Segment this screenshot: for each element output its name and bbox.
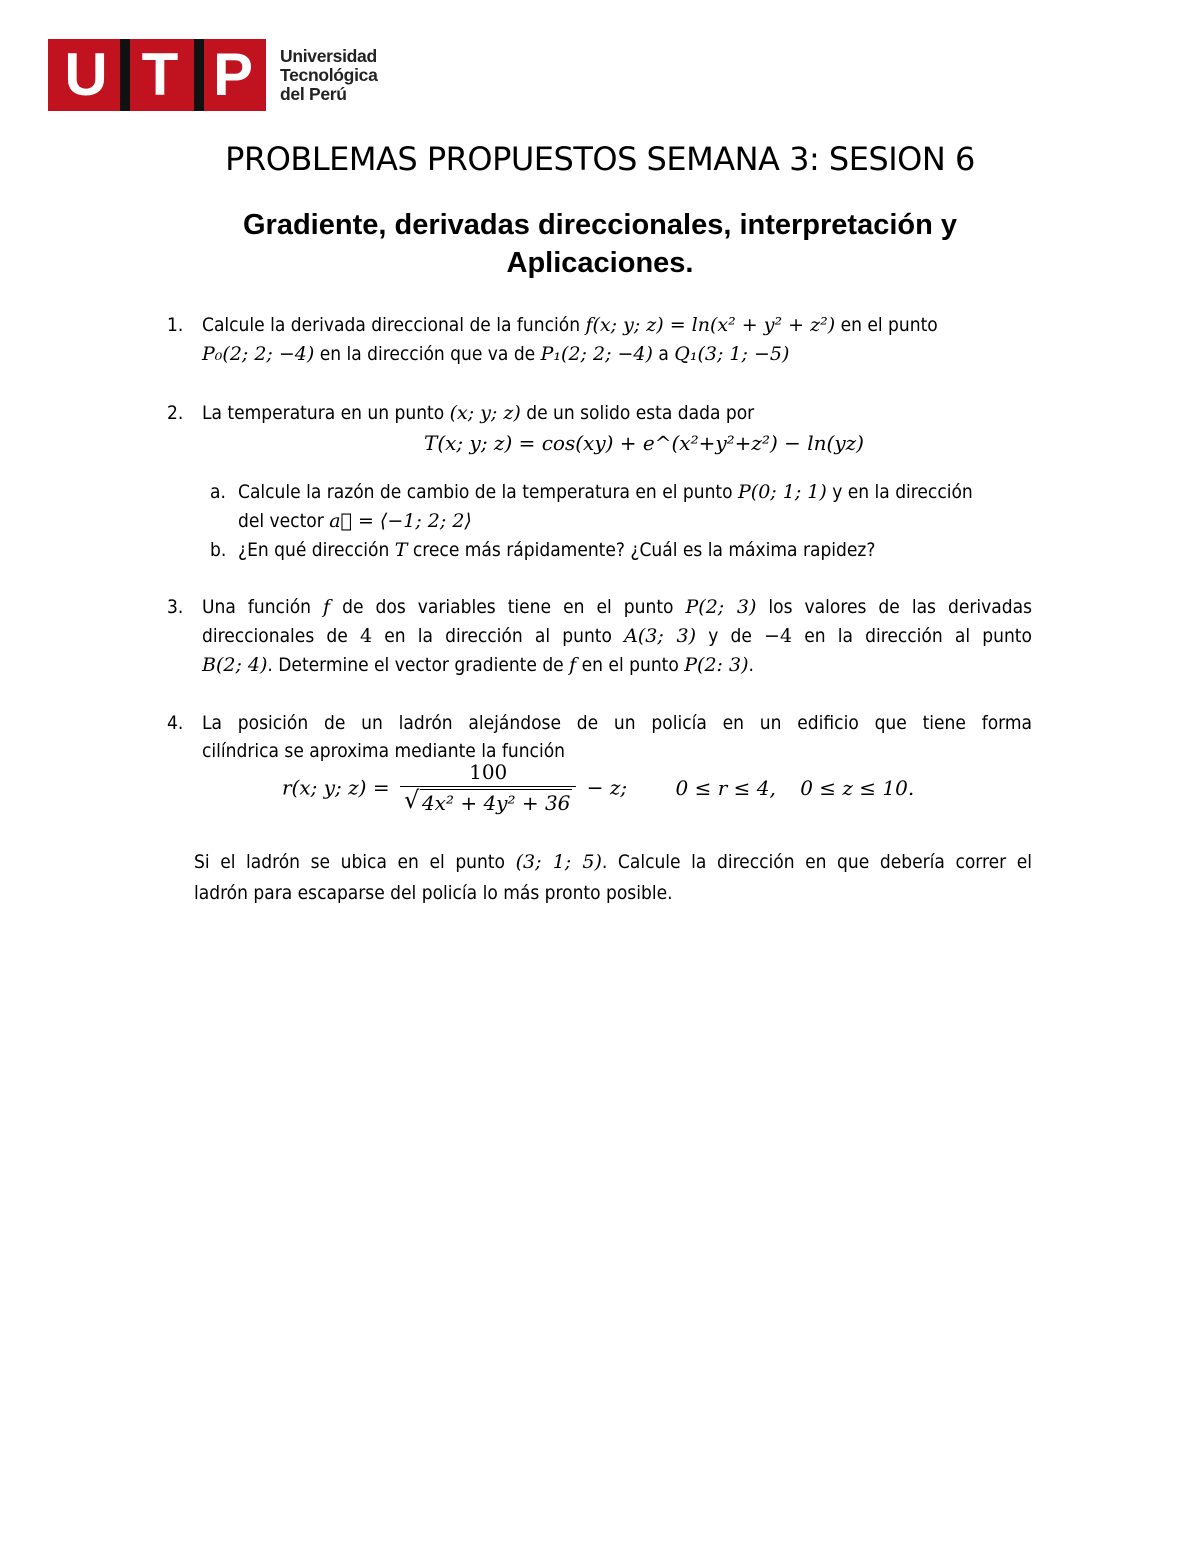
temperature-equation	[424, 431, 864, 455]
problem-3-line-3	[202, 651, 754, 680]
math: 4	[359, 625, 373, 647]
text: Una función	[202, 596, 311, 618]
logo-line: Universidad	[280, 45, 377, 66]
eq-condition: 0 ≤ z ≤ 10.	[800, 775, 915, 800]
math: Q₁(3; 1; −5)	[674, 343, 790, 365]
math: T	[394, 539, 408, 561]
text: y en la dirección	[832, 481, 973, 503]
problem-2a-line-1	[238, 478, 973, 507]
text: Si el ladrón se ubica en el punto	[194, 851, 505, 873]
sqrt-symbol	[404, 789, 572, 815]
math: (x; y; z)	[449, 402, 521, 424]
text: en la dirección al punto	[804, 625, 1032, 647]
text: crece más rápidamente? ¿Cuál es la máxima rapidez?	[412, 539, 876, 561]
math: (3; 1; 5)	[515, 851, 602, 873]
fraction	[400, 760, 576, 815]
text: de un solido esta dada por	[526, 402, 755, 424]
math: A(3; 3)	[624, 625, 697, 647]
logo-letter-t: T	[141, 41, 179, 108]
math: a⃗ = ⟨−1; 2; 2⟩	[329, 510, 472, 532]
eq-lhs: r(x; y; z) =	[282, 775, 390, 800]
problem-number: 1.	[167, 314, 184, 336]
text: en la dirección al punto	[384, 625, 612, 647]
text: en la dirección que va de	[319, 343, 536, 365]
text: .	[748, 654, 754, 676]
text: La temperatura en un punto	[202, 402, 445, 424]
problem-3-line-2	[202, 622, 1032, 651]
text: en el punto	[840, 314, 938, 336]
item-letter: b.	[210, 539, 227, 561]
position-equation	[282, 760, 914, 815]
math: f	[323, 596, 331, 618]
fraction-denominator	[400, 786, 576, 815]
text: los valores de las derivadas	[768, 596, 1032, 618]
math: P₀(2; 2; −4)	[202, 343, 315, 365]
math: −4	[764, 625, 793, 647]
math: P(2: 3)	[684, 654, 749, 676]
subtitle-line: Aplicaciones.	[506, 247, 694, 279]
math: P(0; 1; 1)	[738, 481, 827, 503]
problem-1-line-2	[202, 340, 789, 369]
logo-wordmark	[280, 47, 378, 104]
utp-logo	[48, 39, 378, 111]
logo-line: del Perú	[280, 83, 347, 104]
text: a	[658, 343, 669, 365]
math: T(x; y; z) = cos(xy) + e^(x²+y²+z²) − ln(yz)	[424, 431, 864, 455]
problem-number: 4.	[167, 712, 184, 734]
subtitle-line: Gradiente, derivadas direccionales, interpretación y	[243, 209, 957, 241]
math: f	[569, 654, 577, 676]
problem-1-line-1	[202, 311, 938, 340]
problem-4-line-1: La posición de un ladrón alejándose de un policía en un edificio que tiene forma	[202, 712, 1032, 734]
math: f(x; y; z) = ln(x² + y² + z²)	[585, 314, 836, 336]
text: ¿En qué dirección	[238, 539, 390, 561]
eq-condition: 0 ≤ r ≤ 4,	[675, 775, 776, 800]
logo-mark	[48, 39, 266, 111]
text: del vector	[238, 510, 324, 532]
text: Calcule la derivada direccional de la función	[202, 314, 581, 336]
logo-letter-p: P	[212, 41, 254, 108]
problem-4-para-line-1	[194, 848, 1032, 877]
text: . Determine el vector gradiente de	[267, 654, 564, 676]
radicand: 4x² + 4y² + 36	[421, 791, 571, 815]
math: P(2; 3)	[685, 596, 757, 618]
text: direccionales de	[202, 625, 348, 647]
text: de dos variables tiene en el punto	[342, 596, 674, 618]
text: . Calcule la dirección en que debería correr el	[601, 851, 1032, 873]
text: en el punto	[581, 654, 679, 676]
fraction-numerator: 100	[469, 760, 508, 784]
problem-2a-line-2	[238, 507, 472, 536]
problem-number: 3.	[167, 596, 184, 618]
text: Calcule la razón de cambio de la temperatura en el punto	[238, 481, 733, 503]
problem-number: 2.	[167, 402, 184, 424]
problem-4-para-line-2: ladrón para escaparse del policía lo más pronto posible.	[194, 882, 673, 904]
problem-2b-line	[238, 536, 875, 565]
text: y de	[708, 625, 752, 647]
eq-tail: − z;	[586, 775, 628, 800]
math: P₁(2; 2; −4)	[540, 343, 653, 365]
problem-3-line-1	[202, 593, 1032, 622]
page-title: PROBLEMAS PROPUESTOS SEMANA 3: SESION 6	[225, 140, 975, 178]
page-subtitle	[150, 206, 1050, 282]
problem-2-line-1	[202, 399, 754, 428]
logo-line: Tecnológica	[280, 64, 378, 85]
item-letter: a.	[210, 481, 226, 503]
logo-letter-u: U	[64, 41, 108, 108]
math: B(2; 4)	[202, 654, 268, 676]
logo-separator	[120, 39, 130, 111]
problem-4-line-2: cilíndrica se aproxima mediante la función	[202, 740, 565, 762]
